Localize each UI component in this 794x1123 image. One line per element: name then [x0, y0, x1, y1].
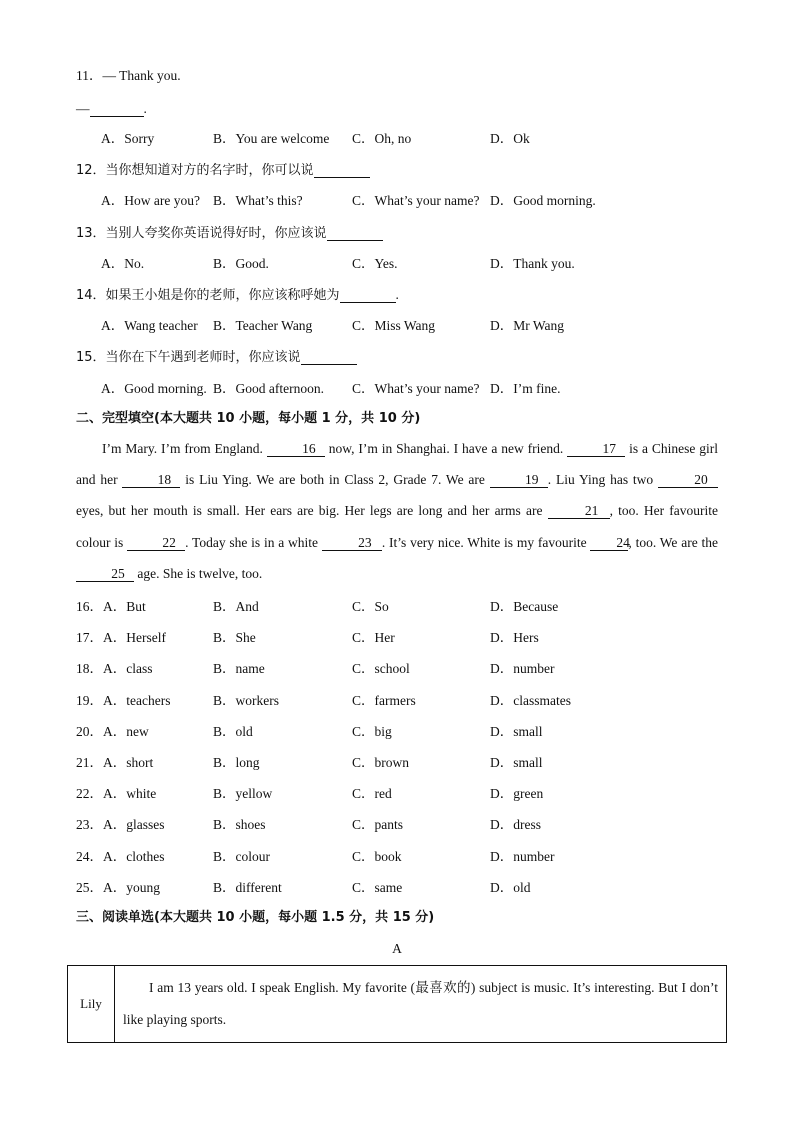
q13-option-d: D．Thank you. — [490, 256, 575, 271]
blank-17: 17 — [567, 442, 625, 457]
cloze-option-a: A．short — [103, 755, 154, 770]
q15-option-b: B．Good afternoon. — [213, 381, 324, 396]
section-2-heading: 二、完型填空(本大题共 10 小题，每小题 1 分，共 10 分) — [76, 411, 421, 426]
question-14-period: . — [395, 287, 399, 302]
answer-blank — [301, 350, 357, 365]
cloze-number: 25． — [76, 880, 103, 895]
cloze-option-d: D．old — [490, 880, 531, 895]
cloze-option-b: B．different — [213, 880, 282, 895]
cloze-number: 19． — [76, 693, 103, 708]
passage-text: . Today she is in a white — [185, 534, 319, 550]
cloze-option-c: C．school — [352, 661, 410, 676]
q11-option-b: B．You are welcome — [213, 131, 330, 146]
question-15 — [76, 348, 357, 367]
blank-21: 21 — [548, 504, 610, 519]
cloze-option-a: A．clothes — [103, 849, 165, 864]
question-14 — [76, 286, 399, 305]
passage-text: , too. We are the — [628, 534, 718, 550]
cloze-option-c: C．red — [352, 786, 392, 801]
question-12 — [76, 161, 370, 180]
q12-option-d: D．Good morning. — [490, 193, 596, 208]
cloze-option-d: D．Because — [490, 599, 559, 614]
cloze-option-d: D．number — [490, 661, 555, 676]
cloze-option-c: C．big — [352, 724, 392, 739]
cloze-passage — [76, 433, 718, 589]
cloze-option-c: C．brown — [352, 755, 409, 770]
person-description — [115, 966, 727, 1043]
cloze-option-c: C．Her — [352, 630, 395, 645]
cloze-option-d: D．classmates — [490, 693, 571, 708]
reply-period: . — [143, 101, 147, 116]
cloze-option-d: D．dress — [490, 817, 541, 832]
cloze-option-a: A．glasses — [103, 817, 165, 832]
section-3-heading: 三、阅读单选(本大题共 10 小题，每小题 1.5 分，共 15 分) — [76, 910, 435, 925]
question-12-stem: 12．当你想知道对方的名字时，你可以说 — [76, 163, 314, 178]
answer-blank — [327, 226, 383, 241]
cloze-option-b: B．colour — [213, 849, 270, 864]
q13-option-b: B．Good. — [213, 256, 269, 271]
passage-text: . Liu Ying has two — [547, 472, 654, 488]
cloze-option-b: B．She — [213, 630, 256, 645]
passage-text: eyes, but her mouth is small. Her ears are big. Her legs are long and her arms are — [76, 503, 543, 519]
blank-18: 18 — [122, 473, 180, 488]
q11-option-d: D．Ok — [490, 131, 530, 146]
q13-option-a: A．No. — [101, 256, 145, 271]
cloze-option-d: D．small — [490, 755, 543, 770]
answer-blank — [340, 288, 396, 303]
answer-blank — [314, 163, 370, 178]
question-13 — [76, 224, 383, 243]
cloze-number: 24． — [76, 849, 103, 864]
cloze-option-c: C．book — [352, 849, 402, 864]
cloze-option-c: C．pants — [352, 817, 404, 832]
cloze-option-d: D．Hers — [490, 630, 539, 645]
blank-22: 22 — [127, 536, 185, 551]
passage-text: is a Chinese girl and her — [76, 441, 719, 488]
blank-24: 24 — [590, 536, 628, 551]
cloze-option-b: B．old — [213, 724, 253, 739]
cloze-option-b: B．And — [213, 599, 259, 614]
cloze-option-d: D．number — [490, 849, 555, 864]
passage-text: now, I’m in Shanghai. I have a new friend. — [328, 441, 564, 456]
question-14-stem: 14．如果王小姐是你的老师，你应该称呼她为 — [76, 288, 340, 303]
q12-option-c: C．What’s your name? — [352, 193, 480, 208]
description-text: I am 13 years old. I speak English. My favorite (最喜欢的) subject is music. It’s interesting. But I don’t like playing sports. — [123, 980, 718, 1027]
cloze-option-a: A．class — [103, 661, 153, 676]
cloze-number: 21． — [76, 755, 103, 770]
cloze-option-b: B．name — [213, 661, 265, 676]
person-name: Lily — [68, 966, 115, 1043]
q12-option-a: A．How are you? — [101, 193, 200, 208]
cloze-number: 20． — [76, 724, 103, 739]
blank-19: 19 — [490, 473, 548, 488]
q14-option-a: A．Wang teacher — [101, 318, 198, 333]
cloze-option-c: C．same — [352, 880, 403, 895]
reply-dash: — — [76, 101, 90, 116]
cloze-option-b: B．shoes — [213, 817, 266, 832]
cloze-number: 16． — [76, 599, 103, 614]
cloze-option-a: A．But — [103, 599, 146, 614]
cloze-option-b: B．long — [213, 755, 260, 770]
q14-option-c: C．Miss Wang — [352, 318, 436, 333]
cloze-option-d: D．small — [490, 724, 543, 739]
cloze-option-d: D．green — [490, 786, 544, 801]
question-11-reply — [76, 100, 147, 118]
q15-option-d: D．I’m fine. — [490, 381, 561, 396]
cloze-option-c: C．farmers — [352, 693, 416, 708]
cloze-option-b: B．workers — [213, 693, 279, 708]
reading-table — [67, 965, 727, 1043]
cloze-number: 18． — [76, 661, 103, 676]
q15-option-c: C．What’s your name? — [352, 381, 480, 396]
q14-option-d: D．Mr Wang — [490, 318, 565, 333]
table-row — [68, 966, 727, 1043]
cloze-number: 23． — [76, 817, 103, 832]
passage-text: is Liu Ying. We are both in Class 2, Grade 7. We are — [185, 472, 485, 488]
blank-23: 23 — [322, 536, 382, 551]
q11-option-c: C．Oh, no — [352, 131, 412, 146]
question-11-stem: 11．— Thank you. — [76, 68, 181, 83]
cloze-option-a: A．young — [103, 880, 160, 895]
question-13-stem: 13．当别人夸奖你英语说得好时，你应该说 — [76, 226, 327, 241]
cloze-option-b: B．yellow — [213, 786, 273, 801]
q13-option-c: C．Yes. — [352, 256, 398, 271]
q11-option-a: A．Sorry — [101, 131, 155, 146]
cloze-option-a: A．new — [103, 724, 149, 739]
q12-option-b: B．What’s this? — [213, 193, 303, 208]
blank-25: 25 — [76, 567, 134, 582]
passage-text: . It’s very nice. White is my favourite — [381, 534, 587, 550]
blank-16: 16 — [267, 442, 325, 457]
cloze-option-a: A．white — [103, 786, 157, 801]
question-15-stem: 15．当你在下午遇到老师时，你应该说 — [76, 350, 301, 365]
passage-text: I’m Mary. I’m from England. — [102, 441, 263, 456]
passage-text: , too. Her favourite colour is — [76, 503, 718, 550]
cloze-option-a: A．teachers — [103, 693, 171, 708]
cloze-option-c: C．So — [352, 599, 389, 614]
q15-option-a: A．Good morning. — [101, 381, 207, 396]
passage-text: age. She is twelve, too. — [137, 565, 263, 581]
cloze-number: 22． — [76, 786, 103, 801]
cloze-option-a: A．Herself — [103, 630, 166, 645]
passage-part-label: A — [392, 941, 402, 956]
blank-20: 20 — [658, 473, 718, 488]
cloze-number: 17． — [76, 630, 103, 645]
q14-option-b: B．Teacher Wang — [213, 318, 313, 333]
answer-blank — [90, 102, 144, 117]
